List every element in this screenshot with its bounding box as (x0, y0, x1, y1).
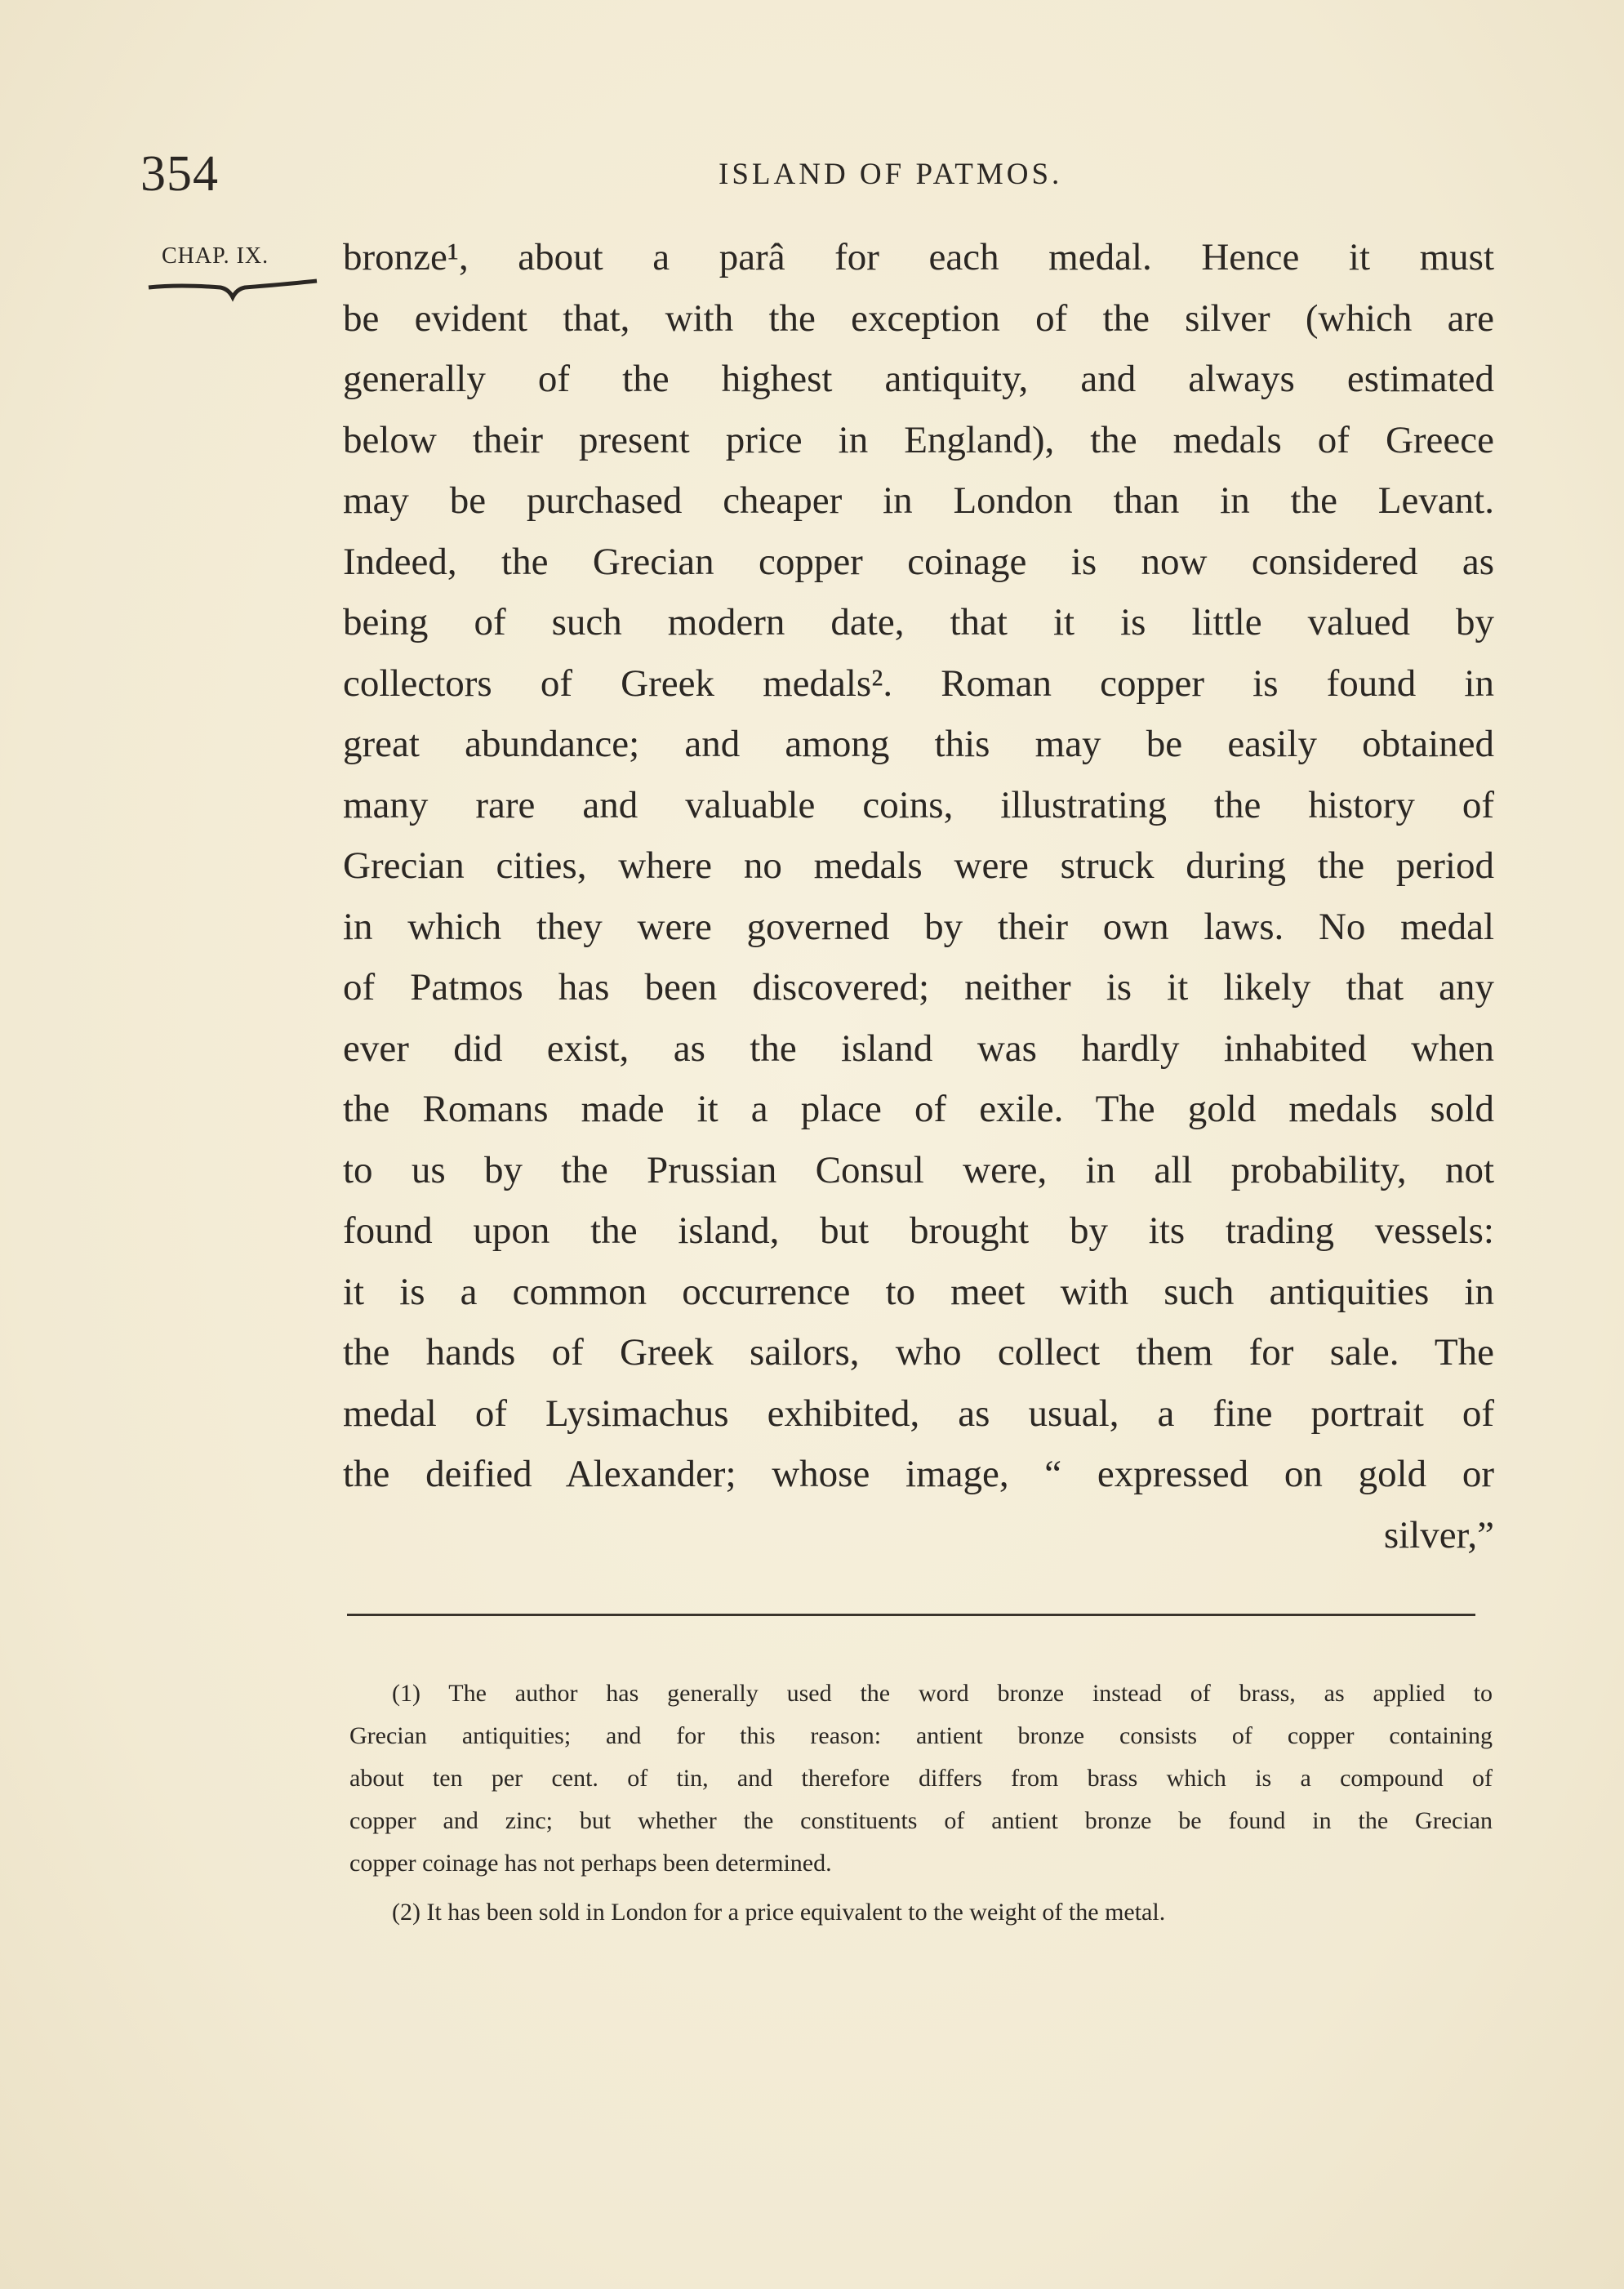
text-line: ever did exist, as the island was hardly inhabited when (343, 1026, 1494, 1070)
text-line: the deified Alexander; whose image, “ expressed on gold or (343, 1453, 1494, 1495)
text-line: great abundance; and among this may be easily obtained (343, 723, 1494, 765)
text-line: the Romans made it a place of exile. The gold medals sold (343, 1088, 1494, 1130)
main-text (343, 227, 1494, 1565)
text-line: to us by the Prussian Consul were, in all probability, not (343, 1148, 1494, 1191)
text-line: found upon the island, but brought by its trading vessels: (343, 1209, 1494, 1252)
footnote-1-line: copper coinage has not perhaps been determined. (349, 1850, 832, 1877)
text-line: many rare and valuable coins, illustrating the history of (343, 783, 1494, 826)
footnote-1-line: (1) The author has generally used the word bronze instead of brass, as applied to (392, 1680, 1493, 1707)
text-line: generally of the highest antiquity, and always estimated (343, 358, 1494, 400)
text-line: being of such modern date, that it is little valued by (343, 601, 1494, 644)
footnote-2: (2) It has been sold in London for a price equivalent to the weight of the metal. (392, 1899, 1166, 1926)
text-line: be evident that, with the exception of the silver (which are (343, 296, 1494, 340)
text-line: Grecian cities, where no medals were struck during the period (343, 844, 1494, 887)
text-line: bronze¹, about a parâ for each medal. Hence it must (343, 236, 1494, 278)
page-number: 354 (140, 146, 219, 202)
footnote-rule (347, 1614, 1475, 1616)
text-line: medal of Lysimachus exhibited, as usual, a fine portrait of (343, 1392, 1494, 1435)
footnote-1-line: Grecian antiquities; and for this reason: antient bronze consists of copper containing (349, 1722, 1493, 1749)
text-line: may be purchased cheaper in London than in the Levant. (343, 479, 1494, 522)
text-line: it is a common occurrence to meet with such antiquities in (343, 1270, 1494, 1313)
footnotes (349, 1672, 1493, 1934)
running-head: ISLAND OF PATMOS. (719, 158, 1063, 191)
text-line: of Patmos has been discovered; neither is it likely that any (343, 966, 1494, 1009)
catchword: silver,” (1383, 1513, 1494, 1556)
footnote-1-line: about ten per cent. of tin, and therefore differs from brass which is a compound of (349, 1765, 1493, 1792)
chapter-brace-icon (147, 276, 318, 309)
chapter-marker: CHAP. IX. (162, 243, 269, 269)
text-line: Indeed, the Grecian copper coinage is now considered as (343, 540, 1494, 583)
text-line: collectors of Greek medals². Roman copper is found in (343, 661, 1494, 705)
text-line: below their present price in England), the medals of Greece (343, 418, 1494, 461)
text-line: in which they were governed by their own laws. No medal (343, 905, 1494, 948)
text-line: the hands of Greek sailors, who collect them for sale. The (343, 1331, 1494, 1374)
footnote-1-line: copper and zinc; but whether the constituents of antient bronze be found in the Grecian (349, 1807, 1493, 1834)
